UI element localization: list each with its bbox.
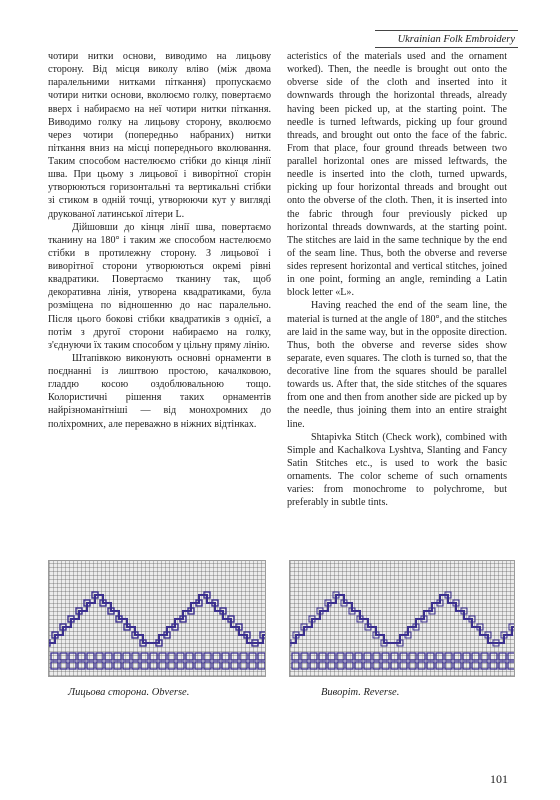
border-stitch-square (195, 653, 202, 660)
border-stitch-square (222, 662, 229, 669)
border-stitch-square (463, 653, 470, 660)
border-stitch-square (418, 662, 425, 669)
border-stitch-square (186, 653, 193, 660)
border-stitch-square (222, 653, 229, 660)
border-stitch-square (373, 662, 380, 669)
border-stitch-square (436, 662, 443, 669)
border-stitch-square (159, 653, 166, 660)
border-stitch-square (346, 662, 353, 669)
border-stitch-square (346, 653, 353, 660)
border-stitch-square (382, 662, 389, 669)
border-stitch-square (427, 653, 434, 660)
border-stitch-square (96, 662, 103, 669)
border-stitch-square (258, 662, 265, 669)
border-stitch-square (355, 662, 362, 669)
border-stitch-square (213, 662, 220, 669)
page-number: 101 (490, 772, 508, 786)
border-stitch-square (69, 653, 76, 660)
border-stitch-square (364, 662, 371, 669)
border-stitch-square (231, 653, 238, 660)
border-stitch-square (499, 662, 506, 669)
border-stitch-square (400, 662, 407, 669)
border-stitch-square (436, 653, 443, 660)
border-stitch-square (391, 662, 398, 669)
border-stitch-square (373, 653, 380, 660)
border-stitch-square (328, 653, 335, 660)
obverse-caption: Лицьова сторона. Obverse. (68, 687, 190, 698)
border-stitch-square (78, 662, 85, 669)
border-stitch-square (409, 653, 416, 660)
paragraph: acteristics of the materials used and the ornament worked). Then, the needle is brought out onto the obverse side of the cloth and inserted into it downwards through the horizontal threads, already having been picked up, at the starting point. The needle is turned leftwards, picking up four ground threads, and brought out onto the face of the fabric. From that place, four ground threads between two parallel horizontal ones are missed leftwards, the needle is inserted into the cloth, turned upwards, picking up four horizontal threads and brought out onto the obverse of the cloth. Then, it is inserted into the fabric through four previously picked up horizontal threads downwards, at the starting point. The stitches are laid in the same technique by the end of the seam line. Thus, both the obverse and reverse sides represent horizontal and vertical stitches, joined in one point, forming an angle, reminding a Latin block letter «L». (287, 51, 507, 299)
border-stitch-square (355, 653, 362, 660)
border-stitch-square (445, 662, 452, 669)
border-stitch-square (490, 662, 497, 669)
border-stitch-square (60, 653, 67, 660)
border-stitch-square (141, 653, 148, 660)
border-stitch-square (472, 653, 479, 660)
border-stitch-square (132, 662, 139, 669)
border-stitch-square (150, 662, 157, 669)
border-stitch-square (123, 662, 130, 669)
border-stitch-square (87, 662, 94, 669)
stitch-zigzag-line (49, 595, 265, 643)
border-stitch-square (391, 653, 398, 660)
border-stitch-square (337, 662, 344, 669)
border-stitch-square (454, 662, 461, 669)
border-stitch-square (177, 662, 184, 669)
border-stitch-square (328, 662, 335, 669)
border-stitch-square (310, 653, 317, 660)
border-stitch-square (87, 653, 94, 660)
border-stitch-square (105, 662, 112, 669)
reverse-stitch-figure (289, 560, 515, 677)
border-stitch-square (123, 653, 130, 660)
stitch-zigzag-line (290, 595, 514, 643)
border-stitch-square (409, 662, 416, 669)
paragraph: Shtapivka Stitch (Check work), combined with Simple and Kachalkova Lyshtva, Slanting and Fancy Satin Stitches etc., is used to work the basic ornaments. The color scheme of such ornaments varies: from monochrome to polychrome, but preferably in subtle tints. (287, 431, 507, 509)
border-stitch-square (60, 662, 67, 669)
border-stitch-square (213, 653, 220, 660)
border-stitch-square (301, 653, 308, 660)
border-stitch-square (382, 653, 389, 660)
border-stitch-square (159, 662, 166, 669)
paragraph: Штапівкою виконують основні орнаменти в поєднанні із лиштвою простою, качалковою, гладдю косою оздоблювальною тощо. Колористичні рішення таких орнаментів найрізноманітніші — від монохромних до поліхромних, але переважно в ніжних відтінках. (48, 352, 271, 430)
paragraph: Having reached the end of the seam line, the material is turned at the angle of 180°, and the stitches are laid in the same way, but in the opposite direction. Thus, both the obverse and reverse sides show separate, even squares. The cloth is turned so, that the decorative line from the squares should be parallel towards us. After that, the side stitches of the squares from one and then from another side are picked up by the needle, thus joining them into an entire straight line. (287, 300, 507, 430)
border-stitch-square (445, 653, 452, 660)
border-stitch-square (292, 662, 299, 669)
border-stitch-square (69, 662, 76, 669)
border-stitch-square (364, 653, 371, 660)
border-stitch-square (204, 653, 211, 660)
border-stitch-square (454, 653, 461, 660)
border-stitch-square (240, 653, 247, 660)
border-stitch-square (168, 662, 175, 669)
border-stitch-square (195, 662, 202, 669)
border-stitch-square (337, 653, 344, 660)
header-title: Ukrainian Folk Embroidery (397, 33, 515, 45)
border-stitch-square (78, 653, 85, 660)
border-stitch-square (418, 653, 425, 660)
border-stitch-square (249, 653, 256, 660)
border-stitch-square (499, 653, 506, 660)
border-stitch-square (177, 653, 184, 660)
border-stitch-square (114, 662, 121, 669)
border-stitch-square (168, 653, 175, 660)
border-stitch-square (508, 653, 514, 660)
paragraph: Дійшовши до кінця лінії шва, повертаємо тканину на 180° і таким же способом настелюємо стібки в протилежну сторону. З лицьової і виворітної сторони утворюються окремі рівні квадратики. Повертаємо тканину так, щоб декоративна лінія, утворена квадратиками, була розміщена по відношенню до нас паралельно. Після цього бокові стібки квадратиків з однієї, а потім з другої сторони набираємо на голку, з'єднуючи їх таким способом у цільну пряму лінію. (48, 221, 271, 351)
border-stitch-square (231, 662, 238, 669)
border-stitch-square (51, 653, 58, 660)
border-stitch-square (481, 662, 488, 669)
reverse-caption: Виворіт. Reverse. (321, 687, 400, 698)
border-stitch-square (186, 662, 193, 669)
border-stitch-square (319, 662, 326, 669)
reverse-stitch-pattern (290, 561, 514, 676)
border-stitch-square (490, 653, 497, 660)
border-stitch-square (240, 662, 247, 669)
border-stitch-square (150, 653, 157, 660)
border-stitch-square (301, 662, 308, 669)
border-stitch-square (249, 662, 256, 669)
border-stitch-square (508, 662, 514, 669)
border-stitch-square (258, 653, 265, 660)
border-stitch-square (114, 653, 121, 660)
border-stitch-square (51, 662, 58, 669)
border-stitch-square (292, 653, 299, 660)
paragraph: чотири нитки основи, виводимо на лицьову сторону. Від місця виколу вліво (між двома паралельними нитками піткання) пропускаємо чотири нитки основи, вколюємо голку, повертаємо вверх і набираємо на неї чотири нитки піткання. Виводимо голку на лицьову сторону, вколюємо через чотири (попередньо набраних) нитки піткання вниз на місці попереднього вколювання. Таким способом настелюємо стібки до кінця лінії шва. При цьому з лицьової і виворітної сторін утворюються горизонтальні та вертикальні стібки зі стиком в одній точці, утворюючи кут у вигляді друкованої латинської літери L. (48, 51, 271, 220)
border-stitch-square (141, 662, 148, 669)
border-stitch-square (105, 653, 112, 660)
obverse-stitch-pattern (49, 561, 265, 676)
border-stitch-square (427, 662, 434, 669)
right-text-column (287, 50, 507, 509)
border-stitch-square (96, 653, 103, 660)
border-stitch-square (132, 653, 139, 660)
running-header (375, 30, 518, 48)
border-stitch-square (463, 662, 470, 669)
border-stitch-square (481, 653, 488, 660)
left-text-column (48, 50, 271, 431)
obverse-stitch-figure (48, 560, 266, 677)
border-stitch-square (204, 662, 211, 669)
border-stitch-square (310, 662, 317, 669)
border-stitch-square (472, 662, 479, 669)
border-stitch-square (319, 653, 326, 660)
border-stitch-square (400, 653, 407, 660)
